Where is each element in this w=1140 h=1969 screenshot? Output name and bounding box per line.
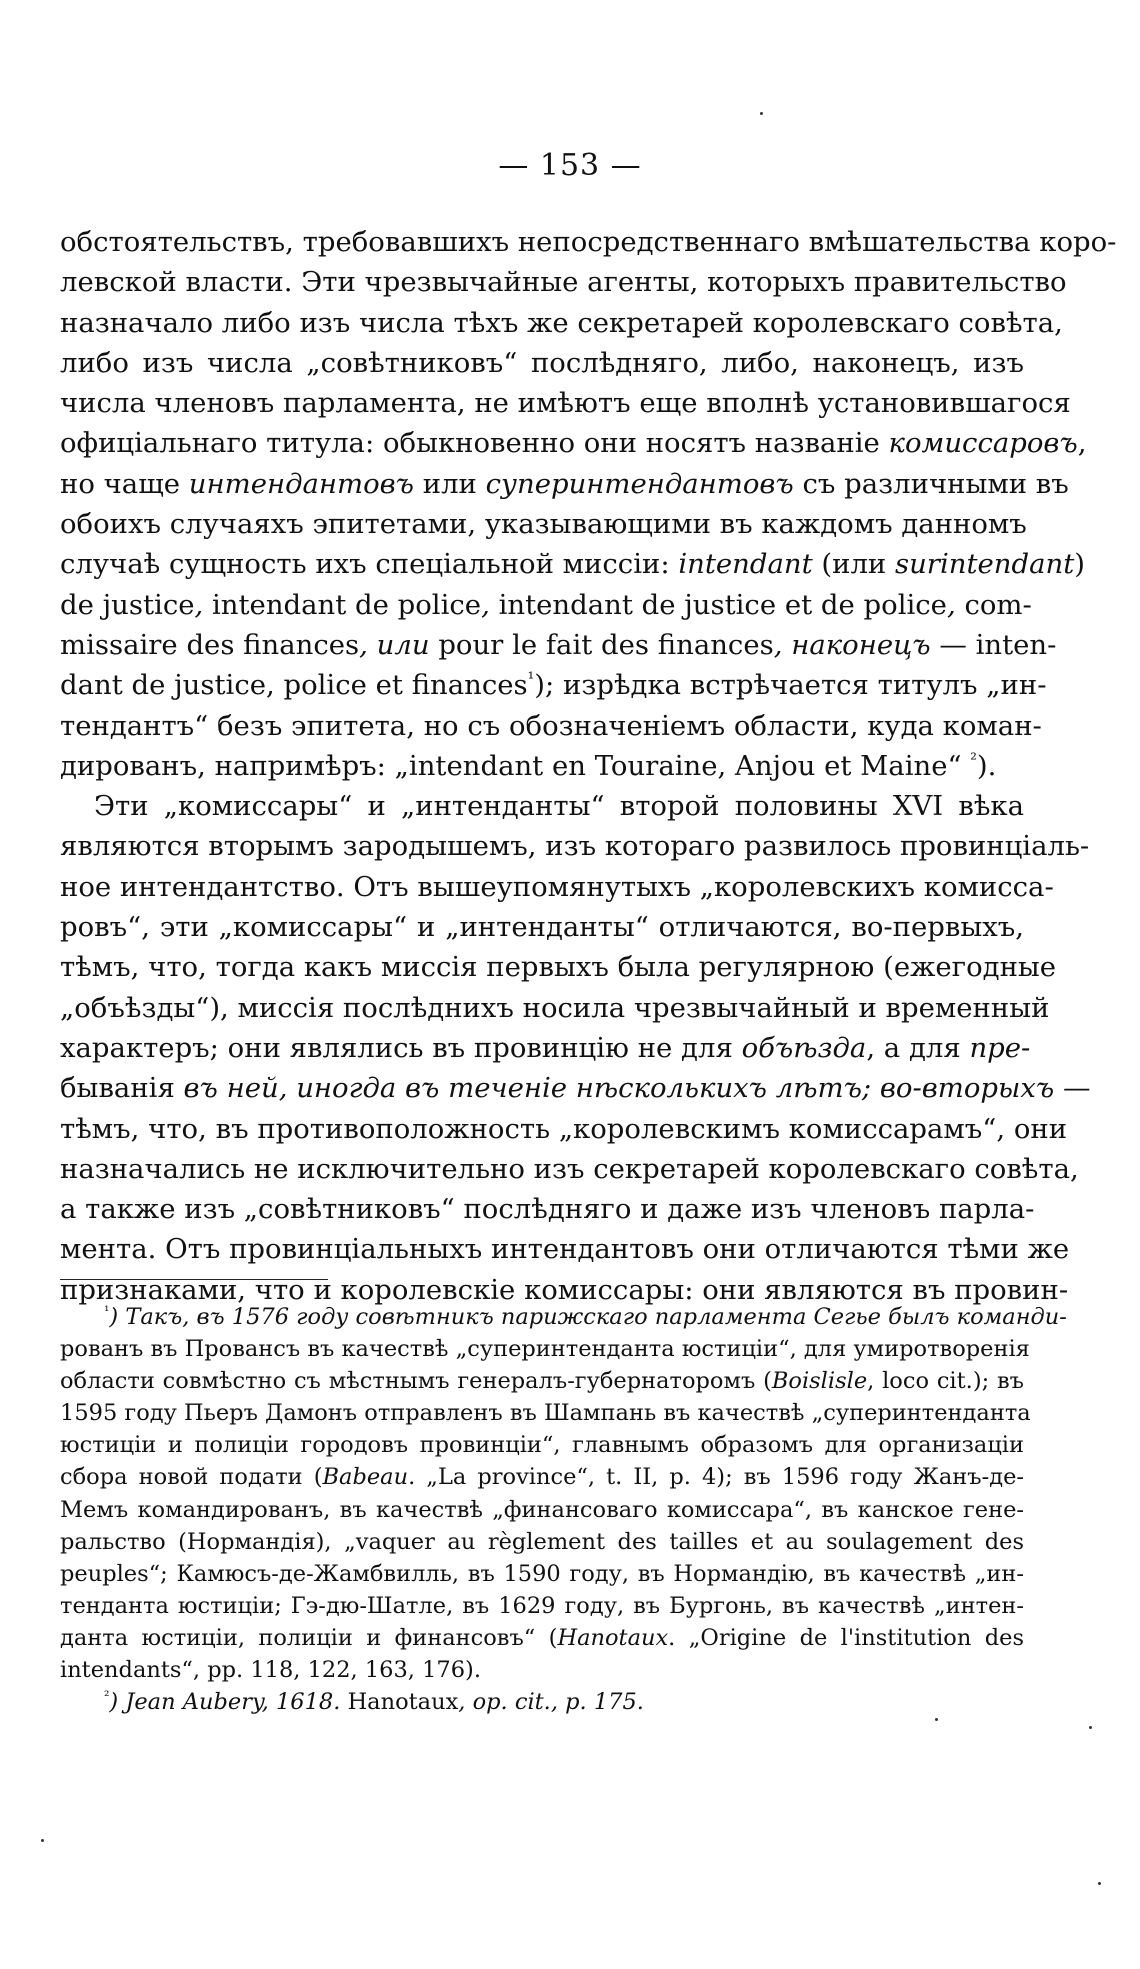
text-line [60, 262, 1067, 302]
text-line [60, 706, 1042, 746]
text-run: intendant de justice et de police [498, 588, 947, 621]
text-run: pour le fait des finances [438, 628, 774, 661]
text-line [60, 907, 1024, 947]
text-run: обстоятельствъ, требовавшихъ непосредственнаго вмѣшательства коро- [60, 226, 1117, 258]
italic-text: ) Такъ, въ 1576 году совѣтникъ парижскаго парламента Сегье былъ команди- [109, 1304, 1067, 1330]
text-run: числа членовъ парламента, не имѣютъ еще вполнѣ установившагося [60, 387, 1071, 420]
italic-text: , op. cit., p. 175. [458, 1689, 644, 1716]
text-line [60, 1590, 1024, 1622]
text-line [60, 947, 1057, 987]
text-line [60, 383, 1071, 423]
scan-speck [760, 112, 763, 115]
text-run: . „Origine de l'institution des [668, 1624, 1024, 1651]
text-line [60, 1068, 1091, 1108]
italic-text: , или [359, 628, 439, 661]
scan-speck [41, 1839, 44, 1842]
text-run: ) [1074, 548, 1085, 581]
italic-text: комиссаровъ [888, 427, 1078, 460]
footnote-1 [60, 1301, 1067, 1686]
footnote-ref: ¹ [527, 669, 535, 689]
text-run: dant de justice, police et finances [60, 669, 528, 702]
text-line [60, 423, 1087, 463]
text-line [60, 1229, 1070, 1269]
text-run: inten- [975, 628, 1057, 661]
text-run: „объѣзды“), миссія послѣднихъ носила чрезвычайный и временный [60, 991, 1050, 1024]
italic-text: Babeau [322, 1464, 409, 1491]
footnote-ref: ¹ [104, 1303, 110, 1320]
text-run: а также изъ „совѣтниковъ“ послѣдняго и даже изъ членовъ парла- [60, 1193, 1035, 1226]
italic-text: surintendant [894, 548, 1075, 581]
footnotes [60, 1301, 1067, 1718]
footnote-2 [60, 1686, 1024, 1718]
scan-speck [1089, 1726, 1092, 1729]
text-line [60, 826, 1090, 866]
text-line [60, 1365, 1024, 1397]
text-line [60, 1526, 1024, 1558]
italic-text: intendant [678, 548, 813, 581]
text-run: мента. Отъ провинціальныхъ интендантовъ они отличаются тѣми же [60, 1233, 1070, 1266]
text-line [60, 585, 1032, 625]
text-run: Мемъ командированъ, въ качествѣ „финансоваго комиссара“, въ канское гене- [60, 1496, 1024, 1523]
text-run: рованъ въ Провансъ въ качествѣ „суперинтенданта юстиціи“, для умиротворенія [60, 1336, 1030, 1363]
text-line [60, 343, 1024, 383]
text-run: . „La province“, t. II, p. 4); въ 1596 году Жанъ-де- [408, 1464, 1024, 1491]
text-line [60, 746, 1024, 786]
text-run: , [1077, 427, 1087, 460]
text-run: 1595 году Пьеръ Дамонъ отправленъ въ Шампань въ качествѣ „суперинтенданта [60, 1400, 1031, 1427]
footnote-divider [60, 1279, 328, 1280]
text-run: случаѣ сущность ихъ спеціальной миссіи: [60, 548, 679, 581]
text-run: , а для [866, 1031, 970, 1064]
text-line [60, 1333, 1030, 1365]
text-run: intendant de police [211, 588, 482, 621]
italic-text: суперинтендантовъ [485, 467, 794, 500]
text-run: missaire des finances [60, 628, 360, 661]
italic-text: , наконецъ — [773, 628, 976, 661]
text-line [60, 988, 1050, 1028]
text-run: характеръ; они являлись въ провинцію не для [60, 1031, 742, 1064]
text-run: левской власти. Эти чрезвычайные агенты, которыхъ правительство [60, 266, 1067, 299]
text-run: сбора новой подати ( [60, 1464, 323, 1491]
text-line [60, 544, 1085, 584]
text-run: Эти „комиссары“ и „интенданты“ второй половины XVI вѣка [94, 790, 1024, 823]
text-run: признаками, что и королевскіе комиссары: они являются въ провин- [60, 1273, 1069, 1306]
scan-speck [1098, 1882, 1101, 1885]
text-line [60, 1558, 1024, 1590]
text-run: тѣмъ, что, въ противоположность „королевскимъ комиссарамъ“, они [60, 1112, 1068, 1145]
text-run: назначались не исключительно изъ секретарей королевскаго совѣта, [60, 1152, 1079, 1185]
italic-text: , [194, 588, 212, 621]
text-run: назначало либо изъ числа тѣхъ же секретарей королевскаго совѣта, [60, 306, 1063, 339]
italic-text: интендантовъ [188, 467, 414, 500]
text-line [60, 625, 1057, 665]
text-line [60, 1429, 1024, 1461]
text-run: de justice [60, 588, 195, 621]
text-run: com- [964, 588, 1032, 621]
text-line [60, 1149, 1079, 1189]
scan-speck [935, 1718, 938, 1721]
text-line [60, 1494, 1024, 1526]
text-run: intendants“, pp. 118, 122, 163, 176). [60, 1657, 481, 1684]
text-run: ). [976, 749, 997, 782]
text-run: ); изрѣдка встрѣчается титулъ „ин- [534, 669, 1047, 702]
paragraph-2 [60, 786, 1091, 1310]
text-run: области совмѣстно съ мѣстнымъ генералъ-губернаторомъ ( [60, 1368, 772, 1395]
italic-text: въ ней, иногда въ теченіе нѣсколькихъ лѣтъ; во-вторыхъ — [174, 1072, 1091, 1105]
text-run: съ различными въ [793, 467, 1069, 500]
text-run: ное интендантство. Отъ вышеупомянутыхъ „королевскихъ комисса- [60, 870, 1054, 903]
paragraph-1 [60, 222, 1117, 786]
text-run: являются вторымъ зародышемъ, изъ котораго развилось провинціаль- [60, 830, 1090, 863]
text-run: тенданта юстиціи; Гэ-дю-Шатле, въ 1629 году, въ Бургонь, въ качествѣ „интен- [60, 1592, 1024, 1619]
text-line [60, 1028, 1031, 1068]
text-line [60, 464, 1069, 504]
italic-text: , [946, 588, 965, 621]
main-text [60, 222, 1117, 1310]
text-run: офиціальнаго титула: обыкновенно они носятъ названіе [60, 427, 889, 460]
text-run: тендантъ“ безъ эпитета, но съ обозначеніемъ области, куда коман- [60, 709, 1042, 742]
text-line [60, 1654, 1024, 1686]
text-run: данта юстиціи, полиціи и финансовъ“ ( [60, 1624, 558, 1651]
text-line [60, 867, 1054, 907]
text-run: обоихъ случаяхъ эпитетами, указывающими въ каждомъ данномъ [60, 508, 1027, 541]
italic-text: ) Jean Aubery, 1618. [109, 1689, 348, 1716]
text-run: , loco cit.); въ [867, 1368, 1024, 1395]
text-run: peuples“; Камюсъ-де-Жамбвилль, въ 1590 году, въ Нормандію, въ качествѣ „ин- [60, 1560, 1024, 1587]
text-line [60, 786, 1024, 826]
italic-text: , [481, 588, 499, 621]
text-run: ральство (Нормандія), „vaquer au règlement des tailles et au soulagement des [60, 1528, 1024, 1555]
footnote-ref: ² [104, 1688, 110, 1705]
footnote-ref: ² [970, 749, 977, 769]
text-run: тѣмъ, что, тогда какъ миссія первыхъ была регулярною (ежегодные [60, 951, 1057, 984]
text-run: но чаще [60, 467, 189, 500]
text-run: дированъ, напримѣръ: „intendant en Touraine, Anjou et Maine“ [60, 749, 971, 782]
text-line [60, 222, 1117, 262]
text-run: Hanotaux [347, 1689, 459, 1716]
text-run: ровъ“, эти „комиссары“ и „интенданты“ отличаются, во-первыхъ, [60, 911, 1024, 944]
text-line [60, 1686, 1024, 1718]
text-run: (или [812, 548, 895, 581]
text-line [60, 504, 1027, 544]
text-line [60, 1109, 1068, 1149]
italic-text: Boislisle [771, 1368, 868, 1395]
text-run: юстиціи и полиціи городовъ провинціи“, главнымъ образомъ для организаціи [60, 1432, 1024, 1459]
text-line [60, 1461, 1024, 1493]
italic-text: объѣзда [741, 1031, 867, 1064]
italic-text: Hanotaux [557, 1624, 669, 1651]
text-line [60, 1189, 1035, 1229]
italic-text: пре- [969, 1031, 1031, 1064]
text-line [60, 1622, 1024, 1654]
text-run: либо изъ числа „совѣтниковъ“ послѣдняго, либо, наконецъ, изъ [60, 346, 1024, 379]
text-run: или [414, 467, 486, 500]
text-run: быванія [60, 1072, 175, 1105]
text-line [60, 303, 1063, 343]
text-line [60, 665, 1047, 705]
text-line [60, 1397, 1031, 1429]
page-number: — 153 — [498, 148, 642, 183]
text-line [60, 1301, 1067, 1333]
